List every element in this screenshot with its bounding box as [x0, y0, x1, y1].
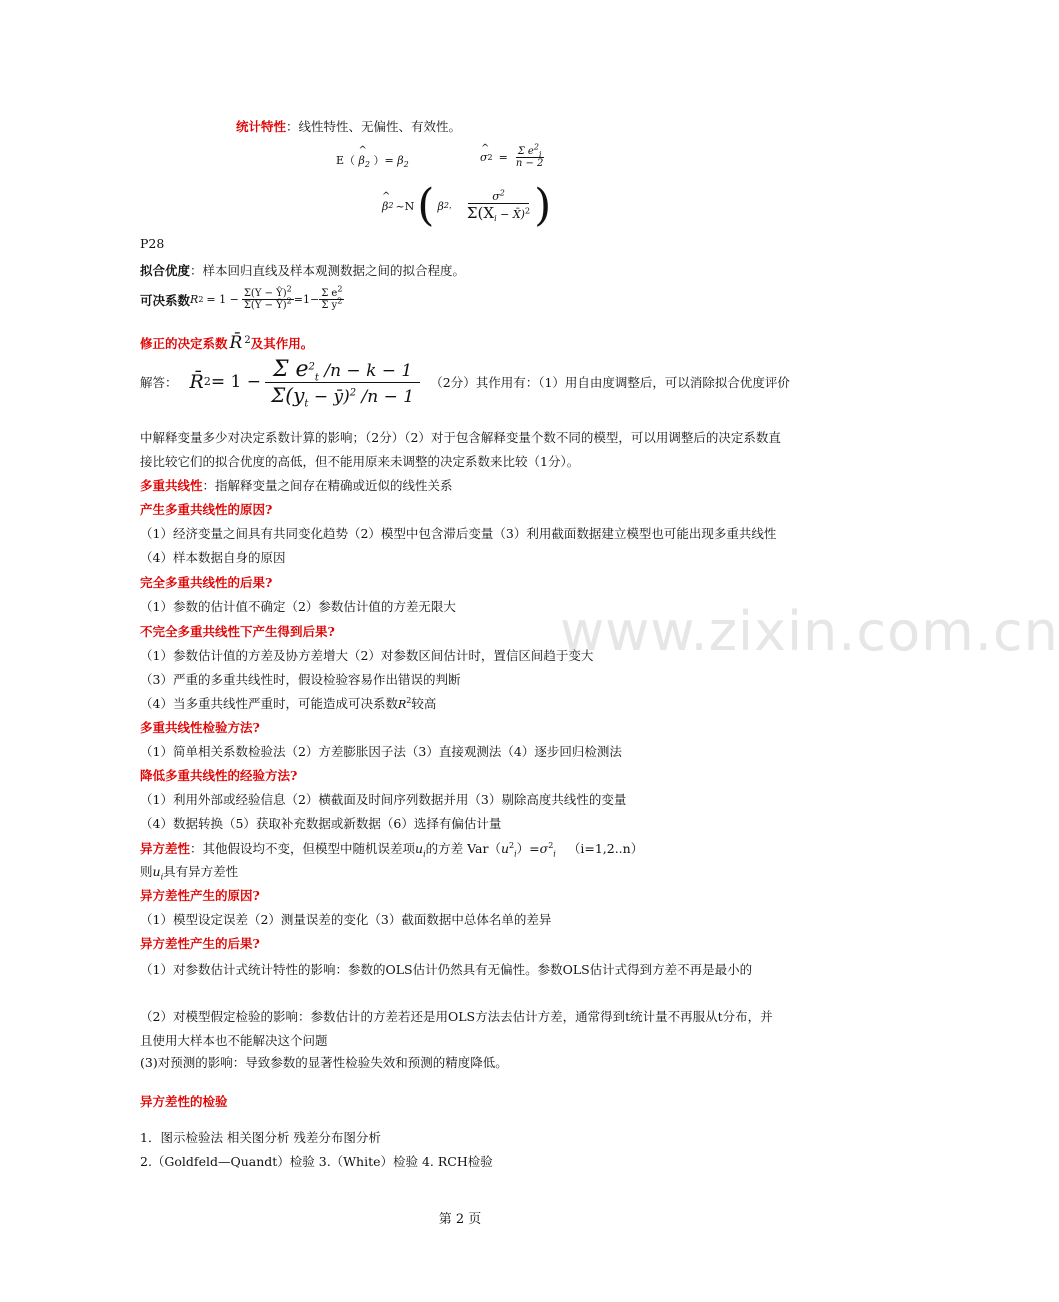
perfect-title: 完全多重共线性的后果? — [140, 575, 273, 590]
reduce-line-2: （4）数据转换（5）获取补充数据或新数据（6）选择有偏估计量 — [140, 816, 502, 831]
hetero-conseq-1: （1）对参数估计式统计特性的影响：参数的OLS估计仍然具有无偏性。参数OLS估计式得到方差不再是最小的 — [140, 962, 753, 977]
imperfect-line-1: （1）参数估计值的方差及协方差增大（2）对参数区间估计时，置信区间趋于变大 — [140, 648, 594, 663]
reduce-title: 降低多重共线性的经验方法? — [140, 768, 298, 783]
formula-distribution: ^ β 2 ~N ( β 2， $\frac{\sigma^2}{\Sigma(X_i - X̄)^2}$ ) — [382, 180, 552, 231]
imperfect-line-3: （4）当多重共线性严重时，可能造成可决系数$R^2$较高 — [140, 695, 437, 711]
statistical-text: ：线性特性、无偏性、有效性。 — [286, 119, 462, 134]
test-text: （1）简单相关系数检验法（2）方差膨胀因子法（3）直接观测法（4）逐步回归检测法 — [140, 744, 622, 759]
statistical-title: 统计特性 — [236, 119, 287, 134]
formula-sigma: ^ σ 2 = $\frac{\Sigma e^2_i}{n - 2}$ — [480, 142, 544, 169]
reduce-line-1: （1）利用外部或经验信息（2）横截面及时间序列数据并用（3）剔除高度共线性的变量 — [140, 792, 627, 807]
formula-expectation: E（ ^ $\beta_2$ ）= $\beta_2$ — [336, 145, 409, 170]
page-ref: P28 — [140, 236, 165, 251]
watermark: www.zixin.com.cn — [560, 600, 1059, 663]
hetero-conseq-2: （2）对模型假定检验的影响：参数估计的方差若还是用OLS方法去估计方差，通常得到t统计量不再服从t分布，并且使用大样本也不能解决这个问题 — [140, 1009, 773, 1048]
answer-continuation: 中解释变量多少对决定系数计算的影响；（2分）（2）对于包含解释变量个数不同的模型，可以用调整后的决定系数直接比较它们的拟合优度的高低，但不能用原来未调整的决定系数来比较（1分）。 — [140, 430, 781, 469]
imperfect-title: 不完全多重共线性下产生得到后果? — [140, 624, 335, 639]
imperfect-line-2: （3）严重的多重共线性时，假设检验容易作出错误的判断 — [140, 672, 461, 687]
hetero-conseq-3: (3)对预测的影响：导致参数的显著性检验失效和预测的精度降低。 — [140, 1055, 508, 1070]
hetero-cause-text: （1）模型设定误差（2）测量误差的变化（3）截面数据中总体名单的差异 — [140, 912, 552, 927]
cause-text: （1）经济变量之间具有共同变化趋势（2）模型中包含滞后变量（3）利用截面数据建立模型也可能出现多重共线性（4）样本数据自身的原因 — [140, 526, 777, 565]
adjusted-title: 修正的决定系数 R̄ $^2$及其作用。 — [140, 333, 314, 353]
perfect-text: （1）参数的估计值不确定（2）参数估计值的方差无限大 — [140, 599, 456, 614]
cause-title: 产生多重共线性的原因? — [140, 502, 273, 517]
hetero-conseq-title: 异方差性产生的后果? — [140, 936, 260, 951]
multi-line: 多重共线性：指解释变量之间存在精确或近似的线性关系 — [140, 478, 453, 493]
hetero-line-2: 则$u_i$具有异方差性 — [140, 864, 239, 882]
r2-line: 可决系数 R 2 = 1 − $\frac{\Sigma(Y - Ŷ)^2}{\Sigma(Y - Ȳ)^2}$ =1− $\frac{\Sigma e^2}{\Sigma y^2}$ — [140, 284, 343, 311]
statistical-line — [236, 117, 461, 135]
hetero-test-title: 异方差性的检验 — [140, 1094, 228, 1109]
hetero-cause-title: 异方差性产生的原因? — [140, 888, 260, 903]
hetero-line: 异方差性：其他假设均不变，但模型中随机误差项$u_i$的方差 $Var(u^2_i)=\sigma^2_i$ （i=1,2..n） — [140, 840, 644, 859]
answer-line: 解答： R̄ 2 = 1 − $\frac{\Sigma e^2_t /n - k - 1}{\Sigma(y_t - ȳ)^2 /n - 1}$ （2分）其作用有：（1）用自由度调整后，可以消除拟合优度评价 — [140, 357, 790, 410]
fit-line: 拟合优度：样本回归直线及样本观测数据之间的拟合程度。 — [140, 263, 466, 278]
test-title: 多重共线性检验方法? — [140, 720, 260, 735]
page-footer: 第 2 页 — [438, 1212, 482, 1227]
hetero-test-1: 1．图示检验法 相关图分析 残差分布图分析 — [140, 1130, 381, 1145]
hetero-test-2: 2.（Goldfeld—Quandt）检验 3.（White）检验 4. RCH检验 — [140, 1154, 493, 1169]
